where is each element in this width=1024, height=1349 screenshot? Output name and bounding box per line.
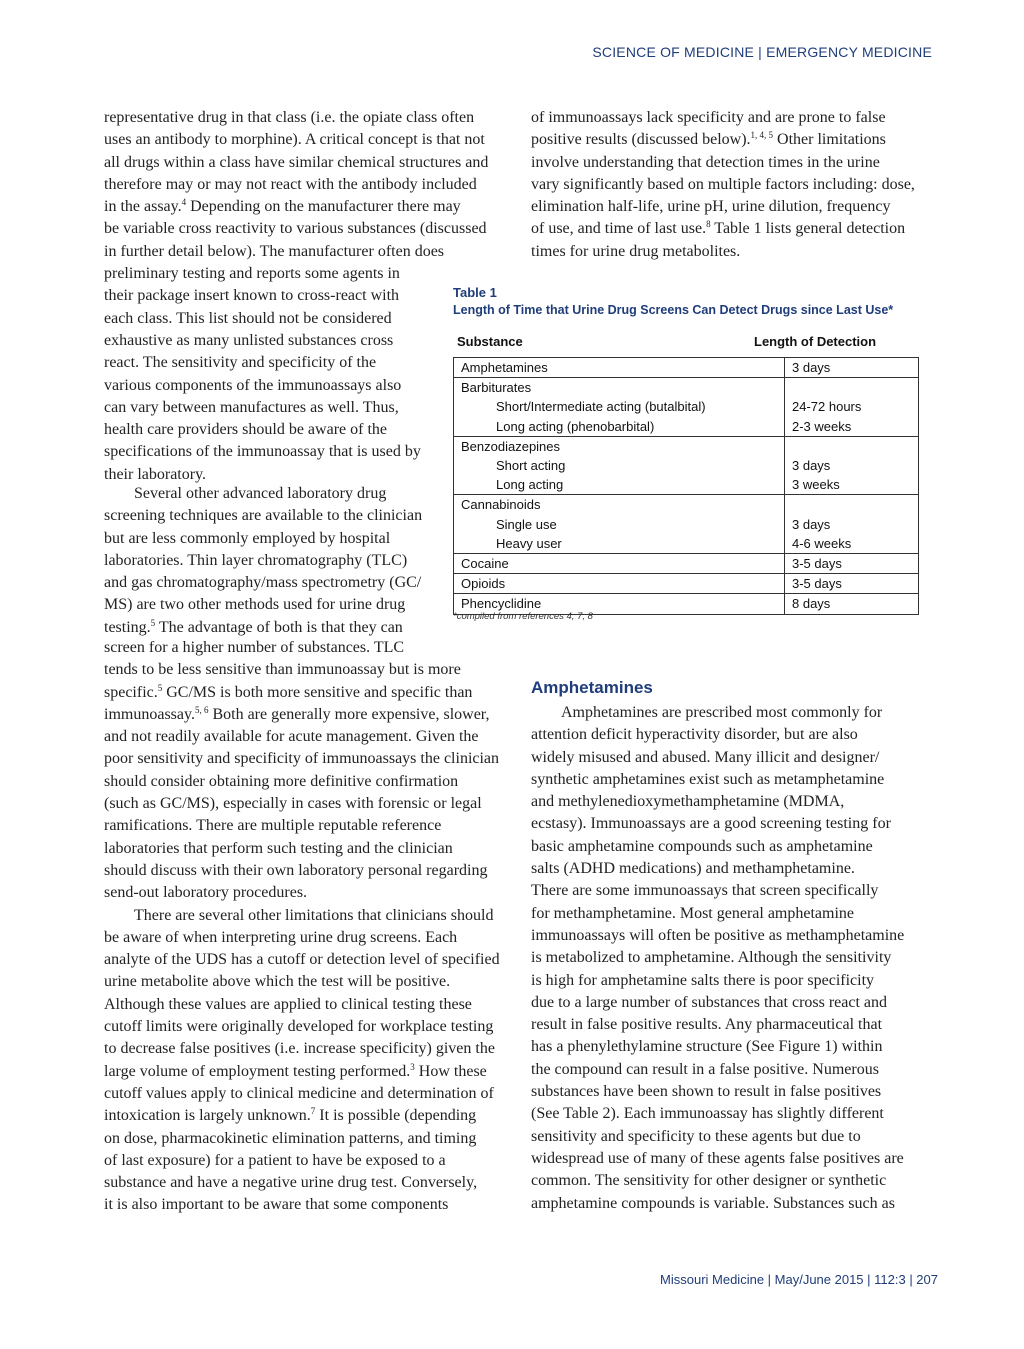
text-line: (See Table 2). Each immunoassay has slightly different [531,1105,884,1123]
citation-superscript: 7 [310,1106,316,1117]
text-fragment: specific. [104,683,158,701]
table-row [454,397,919,416]
text-line: the compound can result in a false positive. Numerous [531,1060,879,1078]
text-line: it is also important to be aware that some components [104,1196,449,1214]
text-line: to decrease false positives (i.e. increase specificity) given the [104,1040,495,1058]
text-line: each class. This list should not be considered [104,309,392,327]
text-fragment: testing. [104,618,151,636]
text-line [531,129,941,151]
text-line: their laboratory. [104,465,207,483]
citation-superscript: 5 [157,682,163,693]
table-row [454,534,919,554]
text-line: vary significantly based on multiple factors including: dose, [531,175,915,193]
citation-superscript: 3 [410,1061,415,1072]
text-line: immunoassays will often be positive as methamphetamine [531,926,905,944]
text-line: is high for amphetamine salts there is poor specificity [531,971,875,989]
text-line: (such as GC/MS), especially in cases with forensic or legal [104,795,482,813]
text-line: cutoff values apply to clinical medicine and determination of [104,1084,494,1102]
substance-cell: Amphetamines [454,358,785,378]
table-row [454,515,919,534]
text-fragment: How these [414,1062,487,1080]
text-line: be aware of when interpreting urine drug screens. Each [104,928,458,946]
table-row [454,436,919,456]
text-line: should consider obtaining more definitive confirmation [104,772,459,790]
text-line: basic amphetamine compounds such as amphetamine [531,837,873,855]
text-line: attention deficit hyperactivity disorder, but are also [531,726,858,744]
citation-superscript: 8 [706,219,711,230]
detection-cell: 3 weeks [792,477,840,493]
detection-cell: 8 days [785,594,919,614]
table-row [454,378,919,398]
detection-cell [785,495,919,515]
substance-cell: Cocaine [454,554,785,574]
text-line: be variable cross reactivity to various substances (discussed [104,220,487,238]
text-line: result in false positive results. Any pharmaceutical that [531,1016,883,1034]
text-fragment: Table 1 lists general detection [710,220,906,238]
table-header-detection: Length of Detection [754,334,877,349]
substance-cell: Long acting (phenobarbital) [454,417,785,437]
text-line: times for urine drug metabolites. [531,242,741,260]
text-line: MS) are two other methods used for urine drug [104,596,406,614]
text-line: exhaustive as many unlisted substances cross [104,331,394,349]
substance-cell: Short/Intermediate acting (butalbital) [454,397,785,416]
table-row [454,456,919,475]
text-line: common. The sensitivity for other designer or synthetic [531,1172,887,1190]
text-line: synthetic amphetamines exist such as metamphetamine [531,770,885,788]
text-fragment: Other limitations [773,131,886,149]
text-line: therefore may or may not react with the antibody included [104,175,477,193]
detection-cell: 3-5 days [785,554,919,574]
left-column-paragraph-3 [104,637,524,1217]
text-line: all drugs within a class have similar chemical structures and [104,153,489,171]
text-line: Although these values are applied to clinical testing these [104,995,472,1013]
text-line: ecstasy). Immunoassays are a good screening testing for [531,815,891,833]
text-fragment: positive results (discussed below). [531,131,751,149]
text-line: tends to be less sensitive than immunoassay but is more [104,661,461,679]
text-line: on dose, pharmacokinetic elimination patterns, and timing [104,1129,477,1147]
text-line [531,218,941,240]
text-fragment: intoxication is largely unknown. [104,1107,311,1125]
text-line [104,617,434,639]
substance-cell: Cannabinoids [454,495,785,515]
table-row [454,495,919,515]
text-line: their package insert known to cross-react with [104,287,400,305]
text-line [104,196,524,218]
text-line: amphetamine compounds is variable. Substances such as [531,1194,895,1212]
detection-cell: 3-5 days [785,574,919,594]
text-line: and not readily available for acute management. Given the [104,728,479,746]
text-line: various components of the immunoassays also [104,376,402,394]
detection-cell [785,378,919,398]
text-line: screening techniques are available to the clinician [104,507,423,525]
text-line: and methylenedioxymethamphetamine (MDMA, [531,793,845,811]
right-column-paragraph-2 [531,702,941,1215]
text-line: health care providers should be aware of the [104,421,387,439]
text-line: and gas chromatography/mass spectrometry (GC/ [104,574,422,592]
text-line: in further detail below). The manufacturer often does [104,242,445,260]
table-label: Table 1 [453,285,497,300]
text-fragment: immunoassay. [104,705,195,723]
text-fragment: of use, and time of last use. [531,220,707,238]
text-line: ramifications. There are multiple reputable reference [104,817,442,835]
table-row [454,475,919,495]
text-fragment: It is possible (depending [315,1107,477,1125]
text-line: has a phenylethylamine structure (See Figure 1) within [531,1038,883,1056]
text-line: substances have been shown to result in false positives [531,1083,882,1101]
text-line: should discuss with their own laboratory personal regarding [104,861,488,879]
detection-cell: 3 days [792,516,831,532]
text-fragment: Depending on the manufacturer there may [186,198,461,216]
right-column-paragraph-1 [531,107,941,263]
text-line: can vary between manufactures as well. Thus, [104,398,399,416]
substance-cell: Opioids [454,574,785,594]
text-line: due to a large number of substances that cross react and [531,993,888,1011]
table-footnote: *compiled from references 4, 7, 8 [453,611,593,622]
text-line: widely misused and abused. Many illicit and designer/ [531,748,880,766]
text-line: salts (ADHD medications) and methamphetamine. [531,860,855,878]
substance-cell: Single use [454,515,785,534]
text-line: uses an antibody to morphine). A critical concept is that not [104,131,485,149]
substance-cell: Short acting [454,456,785,475]
text-line: poor sensitivity and specificity of immunoassays the clinician [104,750,500,768]
text-fragment: Both are generally more expensive, slower, [208,705,490,723]
text-fragment: GC/MS is both more sensitive and specific than [162,683,473,701]
table-row [454,574,919,594]
text-fragment: large volume of employment testing performed. [104,1062,411,1080]
text-line: There are several other limitations that clinicians should [134,906,494,924]
text-line: but are less commonly employed by hospital [104,529,391,547]
detection-cell [785,436,919,456]
text-line: involve understanding that detection times in the urine [531,153,880,171]
left-column-paragraph-2 [104,483,434,639]
text-line: preliminary testing and reports some agents in [104,265,400,283]
table-row [454,358,919,378]
text-line: of last exposure) for a patient to have be exposed to a [104,1151,446,1169]
detection-cell: 2-3 weeks [792,418,852,434]
text-line: cutoff limits were originally developed for workplace testing [104,1018,494,1036]
substance-cell: Heavy user [454,534,785,554]
detection-cell: 3 days [785,358,919,378]
text-line [104,682,524,704]
text-fragment: in the assay. [104,198,182,216]
running-header: SCIENCE OF MEDICINE | EMERGENCY MEDICINE [592,44,932,60]
citation-superscript: 1, 4, 5 [750,130,774,141]
text-fragment: The advantage of both is that they can [155,618,403,636]
table-header-substance: Substance [457,334,523,349]
substance-cell: Benzodiazepines [454,436,785,456]
citation-superscript: 5 [150,617,156,628]
text-line: screen for a higher number of substances. TLC [104,639,405,656]
substance-cell: Barbiturates [454,378,785,398]
text-line: analyte of the UDS has a cutoff or detection level of specified [104,951,500,969]
text-line [104,704,524,726]
table-title: Length of Time that Urine Drug Screens Can Detect Drugs since Last Use* [453,303,894,317]
text-line: Several other advanced laboratory drug [134,485,387,502]
text-line: react. The sensitivity and specificity of the [104,354,377,372]
detection-cell: 4-6 weeks [792,535,852,551]
text-line: There are some immunoassays that screen specifically [531,882,879,900]
substance-cell: Long acting [454,475,785,495]
text-line: laboratories. Thin layer chromatography (TLC) [104,551,408,569]
text-line: for methamphetamine. Most general amphetamine [531,904,854,922]
detection-cell: 24-72 hours [792,399,862,415]
text-line [104,1105,524,1127]
text-line: sensitivity and specificity to these agents but due to [531,1127,861,1145]
text-line: representative drug in that class (i.e. the opiate class often [104,109,475,126]
substance-cell: Phencyclidine [454,594,785,614]
section-heading: Amphetamines [531,678,653,697]
text-line: widespread use of many of these agents false positives are [531,1149,904,1167]
text-line: send-out laboratory procedures. [104,884,308,902]
detection-table [453,357,919,615]
citation-superscript: 5, 6 [194,704,209,715]
text-line: substance and have a negative urine drug test. Conversely, [104,1174,478,1192]
table-row [454,554,919,574]
text-line: of immunoassays lack specificity and are prone to false [531,109,886,126]
detection-cell: 3 days [792,458,831,474]
table-row [454,417,919,437]
text-line: Amphetamines are prescribed most commonly for [561,704,883,721]
text-line: is metabolized to amphetamine. Although the sensitivity [531,949,892,967]
text-line [104,1061,524,1083]
text-line: specifications of the immunoassay that is used by [104,443,421,461]
text-line: urine metabolite above which the test will be positive. [104,973,451,991]
text-line: elimination half-life, urine pH, urine dilution, frequency [531,198,891,216]
text-line: laboratories that perform such testing and the clinician [104,839,453,857]
citation-superscript: 4 [181,197,187,208]
running-footer: Missouri Medicine | May/June 2015 | 112:3 | 207 [660,1272,938,1287]
